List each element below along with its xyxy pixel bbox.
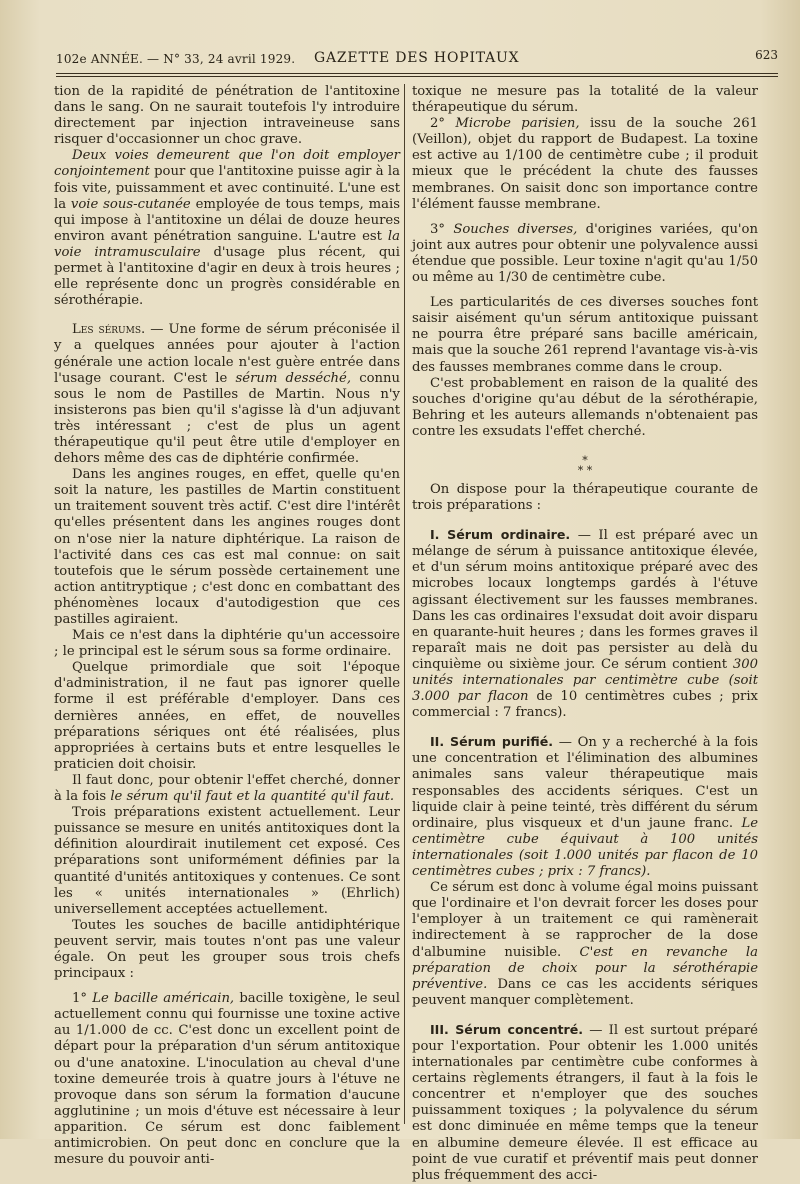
paragraph: Il faut donc, pour obtenir l'effet cherché, donner à la fois le sérum qu'il faut et la quantité qu'il faut. <box>54 772 400 805</box>
paragraph: Deux voies demeurent que l'on doit employer conjointement pour que l'antitoxine puisse agir à la fois vite, puissamment et avec continuité. L'une est la voie sous-cutanée employée de tous temps, mais qui impose à l'antitoxine un délai de douze heures environ avant pénétration sanguine. L'autre est la voie intramusculaire d'usage plus récent, qui permet à l'antitoxine d'agir en deux à trois heures ; elle représente donc un progrès considérable en sérothérapie. <box>54 148 400 309</box>
paragraph: Dans les angines rouges, en effet, quelle qu'en soit la nature, les pastilles de Martin constituent un traitement souvent très actif. C'est dire l'intérêt qu'elles présentent dans les angines rouges dont on n'ose nier la nature diphtérique. La raison de l'activité dans ces cas est mal connue: on sait toutefois que le sérum possède certainement une action antitryptique ; c'est donc en combattant des phénomènes locaux d'autodigestion que ces pastilles agiraient. <box>54 467 400 627</box>
column-divider <box>404 84 405 1124</box>
asterism-bottom: * * <box>577 463 593 477</box>
paragraph: tion de la rapidité de pénétration de l'antitoxine dans le sang. On ne saurait toutefois l'y introduire directement par injection intraveineuse sans risquer d'occasionner un choc grave. <box>54 84 400 148</box>
journal-title: GAZETTE DES HOPITAUX <box>314 50 520 66</box>
paragraph: Quelque primordiale que soit l'époque d'administration, il ne faut pas ignorer quelle forme il est préférable d'employer. Dans ces dernières années, en effet, de nouvelles préparations sériques ont été réalisées, plus appropriées à certains buts et entre lesquelles le praticien doit choisir. <box>54 660 400 772</box>
page-header <box>56 48 778 72</box>
page-number: 623 <box>755 48 778 62</box>
right-column <box>412 84 758 1184</box>
paragraph: Toutes les souches de bacille antidiphtérique peuvent servir, mais toutes n'ont pas une valeur égale. On peut les grouper sous trois chefs principaux : <box>54 917 400 982</box>
paragraph: On dispose pour la thérapeutique courante de trois préparations : <box>412 481 758 514</box>
serum-concentre-paragraph: III. Sérum concentré. — Il est surtout préparé pour l'exportation. Pour obtenir les 1.000 unités internationales par centimètre cube conformes à certains règlements étrangers, il faut à la fois le concentrer et n'employer que des souches puissamment toxiques ; la polyvalence du sérum est donc diminuée en même temps que la teneur en albumine demeure élevée. Il est efficace au point de vue curatif et préventif mais peut donner plus fréquemment des acci- <box>412 1021 758 1183</box>
list-item: 2° Microbe parisien, issu de la souche 261 (Veillon), objet du rapport de Budapest. La toxine est active au 1/100 de centimètre cube ; il produit mieux que le précédent la chute des fausses membranes. On saisit donc son importance contre l'élément fausse membrane. <box>412 116 758 212</box>
paragraph: Ce sérum est donc à volume égal moins puissant que l'ordinaire et l'on devrait forcer les doses pour l'employer à un traitement ce qui ramènerait indirectement à se rapprocher de la dose d'albumine nuisible. C'est en revanche la préparation de choix pour la sérothérapie préventive. Dans ce cas les accidents sériques peuvent manquer complètement. <box>412 880 758 1008</box>
asterism-top: * <box>582 453 588 467</box>
header-rule-top <box>56 73 778 74</box>
paragraph: Mais ce n'est dans la diphtérie qu'un accessoire ; le principal est le sérum sous sa forme ordinaire. <box>54 628 400 660</box>
subsection-heading: III. Sérum concentré. <box>430 1021 584 1037</box>
paragraph: Trois préparations existent actuellement. Leur puissance se mesure en unités antitoxiques dont la définition alourdirait inutilement cet exposé. Ces préparations sont uniformément définies par la quantité d'unités antitoxiques y contenues. Ce sont les « unités internationales » (Ehrlich) universellement acceptées actuellement. <box>54 805 400 917</box>
left-column <box>54 84 400 1168</box>
issue-line: 102e ANNÉE. — N° 33, 24 avril 1929. <box>56 52 296 66</box>
section-separator <box>412 453 758 477</box>
serum-purifie-paragraph: II. Sérum purifié. — On y a recherché à la fois une concentration et l'élimination des albumines animales sans valeur thérapeutique mais responsables des accidents sériques. C'est un liquide clair à peine teinté, très différent du sérum ordinaire, plus visqueux et d'un jaune franc. Le centimètre cube équivaut à 100 unités internationales (soit 1.000 unités par flacon de 10 centimètres cubes ; prix : 7 francs). <box>412 734 758 880</box>
subsection-heading: I. Sérum ordinaire. <box>430 527 571 543</box>
subsection-heading: II. Sérum purifié. <box>430 734 554 750</box>
section-heading: Les sérums. <box>72 322 146 338</box>
paragraph: toxique ne mesure pas la totalité de la valeur thérapeutique du sérum. <box>412 84 758 116</box>
list-item: 1° Le bacille américain, bacille toxigène, le seul actuellement connu qui fournisse une toxine active au 1/1.000 de cc. C'est donc un excellent point de départ pour la préparation d'un sérum antitoxique ou d'une anatoxine. L'inoculation au cheval d'une toxine demeurée trois à quatre jours à l'étuve ne provoque dans son sérum la formation d'aucune agglutinine ; un mois d'étuve est nécessaire à leur apparition. Ce sérum est donc faiblement antimicrobien. On peut donc en conclure que la mesure du pouvoir anti- <box>54 991 400 1168</box>
paragraph: Les particularités de ces diverses souches font saisir aisément qu'un sérum antitoxique puissant ne pourra être préparé sans bacille américain, mais que la souche 261 reprend l'avantage vis-à-vis des fausses membranes comme dans le croup. <box>412 295 758 375</box>
paragraph: C'est probablement en raison de la qualité des souches d'origine qu'au début de la sérothérapie, Behring et les auteurs allemands n'obtenaient pas contre les exsudats l'effet cherché. <box>412 375 758 439</box>
serum-ordinaire-paragraph: I. Sérum ordinaire. — Il est préparé avec un mélange de sérum à puissance antitoxique élevée, et d'un sérum moins antitoxique préparé avec des microbes locaux longtemps gardés à l'étuve agissant électivement sur les fausses membranes. Dans les cas ordinaires l'exsudat doit avoir disparu en quarante-huit heures ; dans les formes graves il reparaît mais ne doit pas persister au delà du cinquième ou sixième jour. Ce sérum contient 300 unités internationales par centimètre cube (soit 3.000 par flacon de 10 centimètres cubes ; prix commercial : 7 francs). <box>412 527 758 721</box>
header-rule-bottom <box>56 76 778 77</box>
list-item: 3° Souches diverses, d'origines variées, qu'on joint aux autres pour obtenir une polyvalence aussi étendue que possible. Leur toxine n'agit qu'au 1/50 ou même au 1/30 de centimètre cube. <box>412 221 758 286</box>
section-paragraph-serums: Les sérums. — Une forme de sérum préconisée il y a quelques années pour ajouter à l'action générale une action locale n'est guère entrée dans l'usage courant. C'est le sérum desséché, connu sous le nom de Pastilles de Martin. Nous n'y insisterons pas bien qu'il s'agisse là d'un adjuvant très intéressant ; c'est de plus un agent thérapeutique qu'il peut être utile d'employer en dehors même des cas de diphtérie confirmée. <box>54 322 400 467</box>
